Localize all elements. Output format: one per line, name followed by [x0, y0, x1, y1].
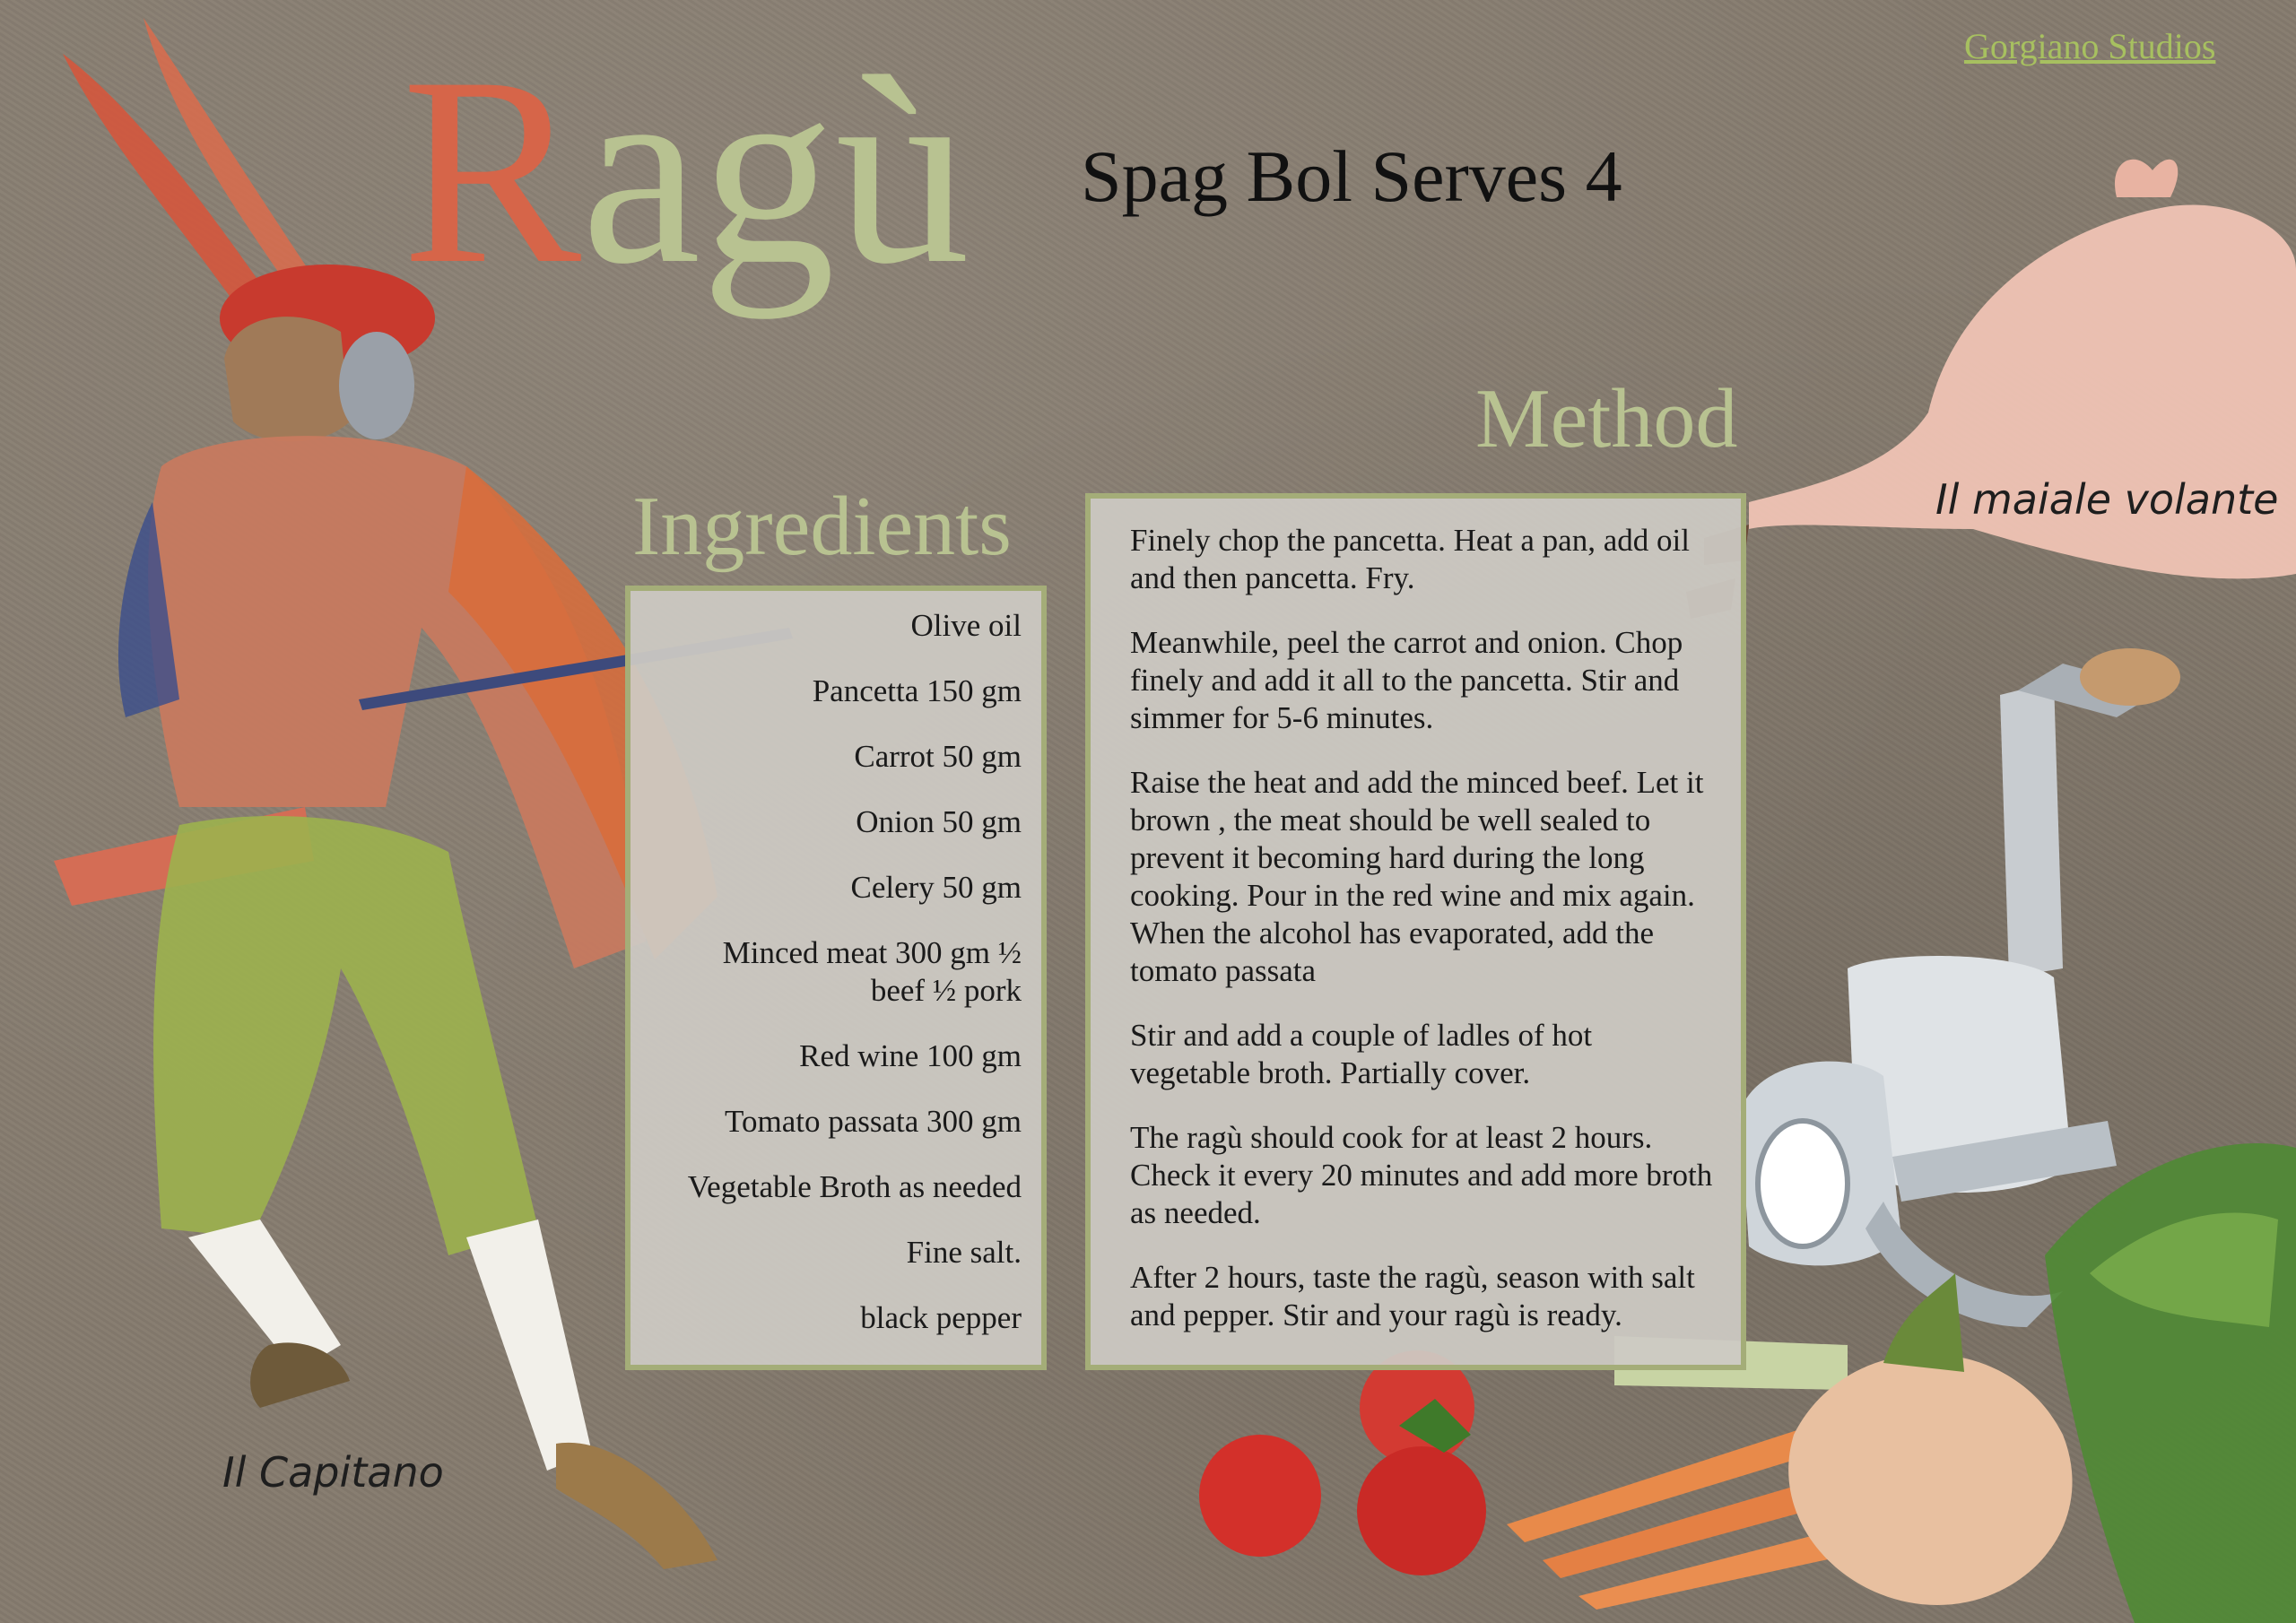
method-step: Finely chop the pancetta. Heat a pan, add oil and then pancetta. Fry. [1130, 523, 1690, 595]
subtitle: Spag Bol Serves 4 [1081, 135, 1622, 217]
ingredient-item: Celery 50 gm [850, 870, 1022, 905]
studio-link[interactable]: Gorgiano Studios [1964, 26, 2216, 66]
ingredient-item: Tomato passata 300 gm [725, 1104, 1022, 1139]
ingredient-item: Pancetta 150 gm [812, 673, 1022, 708]
method-step: Raise the heat and add the minced beef. Let it brown , the meat should be well sealed to prevent it becoming hard during the long cooking. Pour in the red wine and mix again. When the alcohol has evaporated, add the tomato passata [1130, 765, 1704, 988]
ingredient-item: Olive oil [910, 608, 1022, 643]
ingredient-item: black pepper [860, 1300, 1022, 1335]
ingredient-item: Red wine 100 gm [799, 1038, 1022, 1073]
ingredient-item: Onion 50 gm [856, 804, 1022, 839]
method-step: After 2 hours, taste the ragù, season with salt and pepper. Stir and your ragù is ready. [1130, 1260, 1695, 1332]
flying-pig-illustration [1686, 160, 2296, 619]
ingredient-item: Minced meat 300 gm ½ beef ½ pork [722, 935, 1022, 1008]
method-step: Meanwhile, peel the carrot and onion. Chop finely and add it all to the pancetta. Stir and simmer for 5-6 minutes. [1130, 625, 1683, 735]
method-heading: Method [1475, 372, 1738, 465]
captain-caption: Il Capitano [222, 1448, 444, 1497]
ingredient-item: Vegetable Broth as needed [687, 1169, 1022, 1204]
pig-caption: Il maiale volante [1935, 475, 2279, 524]
method-step: Stir and add a couple of ladles of hot vegetable broth. Partially cover. [1130, 1018, 1593, 1090]
ingredients-heading: Ingredients [632, 480, 1012, 573]
method-panel [1085, 493, 1746, 1370]
title-rest: agù [581, 22, 970, 319]
ingredient-item: Carrot 50 gm [854, 739, 1022, 774]
page-title [402, 22, 970, 319]
method-steps [1091, 499, 1741, 1334]
ingredients-list [631, 591, 1041, 1337]
ingredient-item: Fine salt. [906, 1235, 1022, 1270]
ingredients-panel [625, 586, 1047, 1370]
title-first-letter: R [402, 22, 582, 319]
method-step: The ragù should cook for at least 2 hours. Check it every 20 minutes and add more broth as needed. [1130, 1120, 1713, 1230]
